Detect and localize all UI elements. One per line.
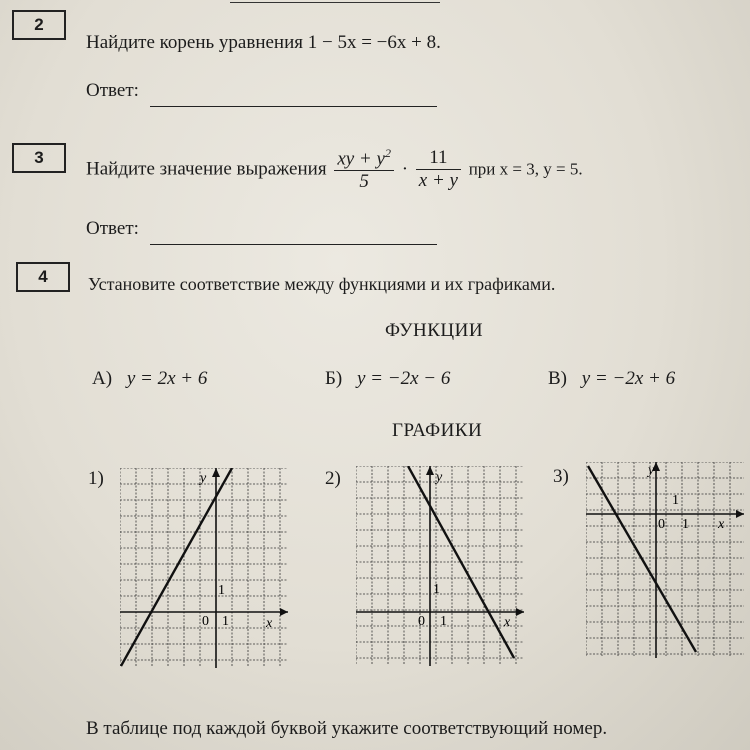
- graph-3-x-arrow-icon: [736, 510, 744, 518]
- function-a-letter: А): [92, 368, 113, 389]
- fraction-2-denominator: x + y: [418, 170, 458, 192]
- task-3-answer-label: Ответ:: [86, 218, 139, 239]
- graph-1-grid: [120, 468, 288, 666]
- fraction-2-numerator: 11: [416, 147, 461, 170]
- task-2-answer-field[interactable]: [150, 106, 437, 107]
- task-3-text: [86, 146, 583, 193]
- task-2-number: 2: [12, 10, 66, 40]
- functions-heading: ФУНКЦИИ: [385, 320, 484, 341]
- graph-3-one-y-label: 1: [672, 493, 679, 508]
- graph-3-one-x-label: 1: [682, 517, 689, 532]
- function-b: [325, 368, 450, 390]
- graph-3-x-label: x: [718, 517, 725, 532]
- fraction-1-numerator: xy + y: [337, 148, 385, 170]
- graph-2-zero-label: 0: [418, 614, 425, 629]
- graph-3-y-label: y: [648, 463, 655, 478]
- graph-3-zero-label: 0: [658, 517, 665, 532]
- graph-3-label: 3): [553, 466, 569, 487]
- graph-1-zero-label: 0: [202, 614, 209, 629]
- graph-1-one-y-label: 1: [218, 583, 225, 598]
- graph-2-grid: [356, 466, 524, 664]
- graph-1-y-arrow-icon: [212, 468, 220, 477]
- graph-2: [356, 466, 526, 666]
- function-a-formula: y = 2x + 6: [126, 368, 208, 389]
- graph-1: [120, 468, 290, 668]
- graph-1-label: 1): [88, 468, 104, 489]
- graph-2-x-label: x: [504, 615, 511, 630]
- task-3-answer-field[interactable]: [150, 244, 437, 245]
- graph-2-label: 2): [325, 468, 341, 489]
- top-rule: [230, 2, 440, 3]
- graph-1-y-label: y: [200, 471, 207, 486]
- function-v-letter: В): [548, 368, 567, 389]
- graph-1-x-label: x: [266, 616, 273, 631]
- fraction-2: [416, 147, 461, 192]
- graph-2-one-x-label: 1: [440, 614, 447, 629]
- fraction-1: [334, 146, 394, 193]
- function-b-formula: y = −2x − 6: [357, 368, 451, 389]
- function-v: [548, 368, 675, 390]
- graph-1-one-x-label: 1: [222, 614, 229, 629]
- graph-2-one-y-label: 1: [433, 582, 440, 597]
- function-v-formula: y = −2x + 6: [581, 368, 676, 389]
- fraction-1-exponent: 2: [384, 146, 391, 160]
- graph-1-x-arrow-icon: [280, 608, 288, 616]
- function-a: [92, 368, 207, 390]
- graph-2-y-arrow-icon: [426, 466, 434, 475]
- graph-2-x-arrow-icon: [516, 608, 524, 616]
- graph-3-grid: [586, 462, 744, 656]
- function-b-letter: Б): [325, 368, 343, 389]
- graph-3: [586, 462, 746, 658]
- task-4-text: Установите соответствие между функциями и их графиками.: [88, 274, 556, 294]
- task-3-text-before: Найдите значение выражения: [86, 158, 327, 180]
- task-2-answer-label: Ответ:: [86, 80, 139, 101]
- multiply-dot: ·: [401, 158, 409, 180]
- graph-2-y-label: y: [436, 470, 443, 485]
- task-2-text: Найдите корень уравнения 1 − 5x = −6x + 8.: [86, 32, 441, 53]
- fraction-1-denominator: 5: [359, 171, 369, 193]
- task-4-number: 4: [16, 262, 70, 292]
- task-3-text-after: при x = 3, y = 5.: [468, 159, 583, 179]
- task-3-number: 3: [12, 143, 66, 173]
- task-4-footer: В таблице под каждой буквой укажите соответствующий номер.: [86, 718, 608, 739]
- graphs-heading: ГРАФИКИ: [392, 420, 483, 441]
